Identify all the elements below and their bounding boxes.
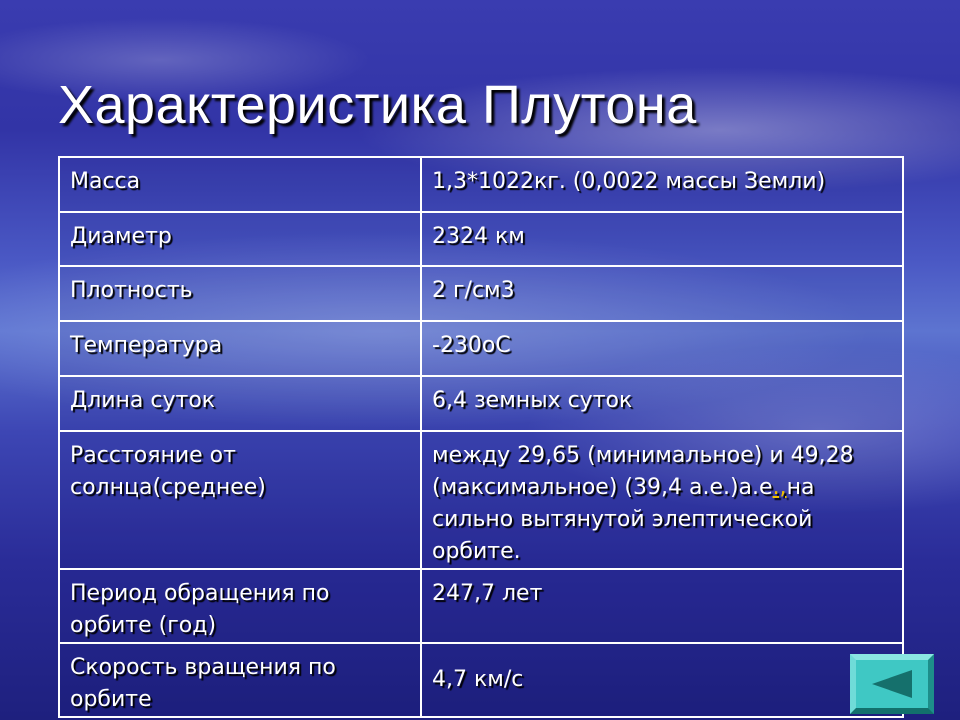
property-label: Диаметр <box>59 212 421 266</box>
pluto-properties-table <box>58 156 904 718</box>
property-label: Расстояние от солнца(среднее) <box>59 431 421 569</box>
value-text-start: между 29,65 (минимальное) и 49,28 (максимальное) (39,4 а.е.)а.е <box>432 443 854 500</box>
property-label: Плотность <box>59 266 421 321</box>
property-label: Длина суток <box>59 376 421 431</box>
value-text-end: на сильно вытянутой элептической орбите. <box>432 475 815 564</box>
hyperlink-punctuation[interactable]: ., <box>772 475 787 500</box>
property-label: Температура <box>59 321 421 376</box>
table-row <box>59 266 903 321</box>
table-row <box>59 431 903 569</box>
table-row <box>59 157 903 212</box>
triangle-left-icon <box>870 668 914 700</box>
property-value: 6,4 земных суток <box>421 376 903 431</box>
property-value: 2 г/см3 <box>421 266 903 321</box>
slide-title: Характеристика Плутона <box>58 75 697 135</box>
property-value: 1,3*1022кг. (0,0022 массы Земли) <box>421 157 903 212</box>
property-value: 2324 км <box>421 212 903 266</box>
back-button[interactable] <box>850 654 934 714</box>
table-row <box>59 321 903 376</box>
property-value: 4,7 км/с <box>421 643 903 717</box>
property-label: Период обращения по орбите (год) <box>59 569 421 643</box>
property-value <box>421 431 903 569</box>
table-row <box>59 569 903 643</box>
property-label: Скорость вращения по орбите <box>59 643 421 717</box>
table-row <box>59 212 903 266</box>
table-row <box>59 643 903 717</box>
property-label: Масса <box>59 157 421 212</box>
property-value: -230оС <box>421 321 903 376</box>
property-value: 247,7 лет <box>421 569 903 643</box>
table-row <box>59 376 903 431</box>
